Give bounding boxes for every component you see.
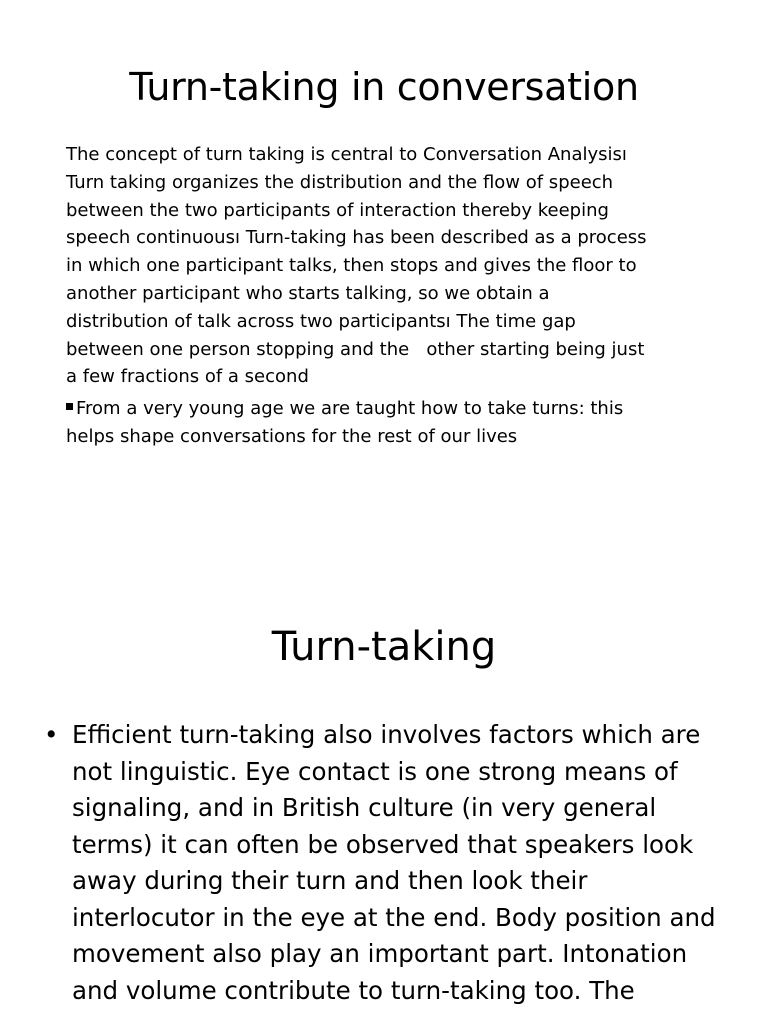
bullet-text: Efficient turn-taking also involves factors which are not linguistic. Eye contact is one strong means of signaling, and in British culture (in very general terms) it can often be observed that speakers look away during their turn and then look their interlocutor in the eye at the end. Body position and movement also play an important part. Intonation and volume contribute to turn-taking too. The	[72, 720, 716, 1005]
bullet-dot-icon: •	[44, 720, 59, 749]
slide-title: Turn-taking	[271, 624, 497, 670]
bullet-item	[66, 395, 656, 451]
bullet-item	[0, 717, 768, 1009]
slide-title: Turn-taking in conversation	[129, 65, 639, 109]
slide-turn-taking	[0, 512, 768, 1024]
slide-body	[66, 141, 656, 451]
square-bullet-icon	[66, 403, 73, 410]
intro-paragraph: The concept of turn taking is central to Conversation Analysisı Turn taking organizes the distribution and the flow of speech between the two participants of interaction thereby keeping speech continuousı Turn-taking has been described as a process in which one participant talks, then stops and gives the floor to another participant who starts talking, so we obtain a distribution of talk across two participantsı The time gap between one person stopping and the other starting being just a few fractions of a second	[66, 144, 647, 388]
bullet-text: From a very young age we are taught how to take turns: this helps shape conversations for the rest of our lives	[66, 398, 624, 447]
bullet-list	[0, 717, 768, 1009]
